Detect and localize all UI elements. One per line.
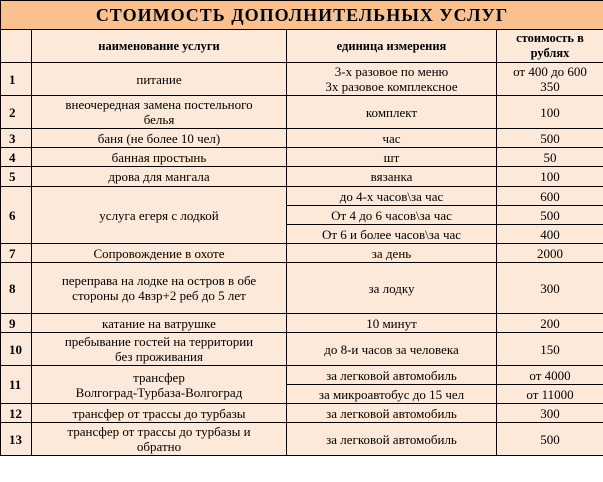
service-unit: за день: [287, 244, 497, 263]
service-name-line2: стороны до 4взр+2 реб до 5 лет: [72, 288, 246, 303]
table-row: [1, 404, 603, 423]
service-name-line2: без проживания: [115, 349, 203, 364]
service-name: питание: [32, 63, 287, 96]
service-unit-line1: 3-х разовое по меню: [334, 64, 449, 79]
row-number: 12: [1, 404, 32, 423]
service-price-line1: от 400 до 600: [513, 64, 587, 79]
service-unit: шт: [287, 148, 497, 167]
header-service-name: наименование услуги: [32, 30, 287, 63]
service-price: 500: [497, 129, 603, 148]
header-num-cell: [1, 30, 32, 63]
service-unit: до 8-и часов за человека: [287, 333, 497, 366]
service-name-line1: трансфер: [133, 369, 185, 385]
service-unit: за легковой автомобиль: [287, 366, 497, 385]
row-number: 7: [1, 244, 32, 263]
service-unit: 10 минут: [287, 314, 497, 333]
table-row: [1, 187, 603, 206]
table-row: [1, 366, 603, 385]
service-name-line1: переправа на лодке на остров в обе: [61, 273, 257, 288]
table-row: [1, 148, 603, 167]
service-price: от 11000: [497, 385, 603, 404]
service-price: 500: [497, 206, 603, 225]
table-row: [1, 244, 603, 263]
service-name: дрова для мангала: [32, 167, 287, 187]
service-unit: за легковой автомобиль: [287, 404, 497, 423]
row-number: 3: [1, 129, 32, 148]
service-name: [32, 96, 287, 129]
service-price: 200: [497, 314, 603, 333]
service-unit: за микроавтобус до 15 чел: [287, 385, 497, 404]
row-number: 9: [1, 314, 32, 333]
table-row: [1, 96, 603, 129]
service-price: 150: [497, 333, 603, 366]
service-name: катание на ватрушке: [32, 314, 287, 333]
service-price: 600: [497, 187, 603, 206]
service-price: 400: [497, 225, 603, 244]
service-unit: час: [287, 129, 497, 148]
service-name-line2: обратно: [136, 439, 182, 454]
service-name: [32, 423, 287, 456]
table-row: [1, 63, 603, 96]
row-number: 1: [1, 63, 32, 96]
service-name: [32, 263, 287, 314]
service-price: от 4000: [497, 366, 603, 385]
service-price: 100: [497, 167, 603, 187]
service-price-line2: 350: [540, 79, 560, 94]
table-row: [1, 333, 603, 366]
service-price: 2000: [497, 244, 603, 263]
service-name: [32, 366, 287, 404]
service-unit: От 6 и более часов\за час: [287, 225, 497, 244]
table-row: [1, 167, 603, 187]
service-unit: до 4-х часов\за час: [287, 187, 497, 206]
service-name-line1: пребывание гостей на территории: [64, 334, 254, 349]
row-number: 10: [1, 333, 32, 366]
table-row: [1, 263, 603, 314]
service-price: [497, 63, 603, 96]
service-unit: [287, 63, 497, 96]
header-price-line2: рублях: [530, 46, 570, 60]
service-name-line2: белья: [143, 112, 175, 127]
service-price: 50: [497, 148, 603, 167]
service-name: Сопровождение в охоте: [32, 244, 287, 263]
header-unit: единица измерения: [287, 30, 497, 63]
service-name: услуга егеря с лодкой: [32, 187, 287, 244]
row-number: 13: [1, 423, 32, 456]
header-price-line1: стоимость в: [516, 31, 584, 45]
row-number: 11: [1, 366, 32, 404]
service-price: 300: [497, 263, 603, 314]
service-unit-line2: 3х разовое комплексное: [325, 79, 458, 94]
service-name-line2: Волгоград-Турбаза-Волгоград: [75, 384, 243, 400]
service-name: банная простынь: [32, 148, 287, 167]
table-row: [1, 423, 603, 456]
row-number: 2: [1, 96, 32, 129]
service-price: 100: [497, 96, 603, 129]
row-number: 6: [1, 187, 32, 244]
service-unit: комплект: [287, 96, 497, 129]
service-name: [32, 333, 287, 366]
service-name: баня (не более 10 чел): [32, 129, 287, 148]
row-number: 8: [1, 263, 32, 314]
row-number: 4: [1, 148, 32, 167]
service-unit: за легковой автомобиль: [287, 423, 497, 456]
service-unit: за лодку: [287, 263, 497, 314]
service-name: трансфер от трассы до турбазы: [32, 404, 287, 423]
service-price: 500: [497, 423, 603, 456]
table-row: [1, 314, 603, 333]
service-name-line1: внеочередная замена постельного: [65, 97, 253, 112]
service-unit: вязанка: [287, 167, 497, 187]
service-name-line1: трансфер от трассы до турбазы и: [67, 424, 251, 439]
page-title: СТОИМОСТЬ ДОПОЛНИТЕЛЬНЫХ УСЛУГ: [1, 1, 603, 30]
service-price: 300: [497, 404, 603, 423]
row-number: 5: [1, 167, 32, 187]
service-unit: От 4 до 6 часов\за час: [287, 206, 497, 225]
header-price: [497, 30, 603, 63]
table-row: [1, 129, 603, 148]
